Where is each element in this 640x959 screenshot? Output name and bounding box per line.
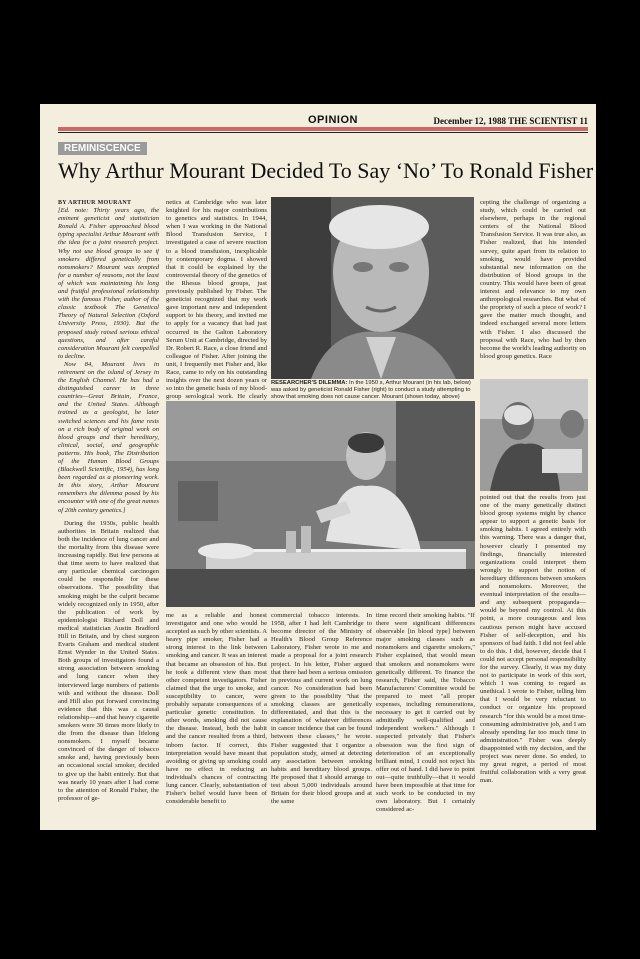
body-text: cepting the challenge of organizing a study, which could be carried out elsewhere, perhaps in the regional centers of the National Blood Transfusion Service. It was true also, as Fisher realized, that his intended survey, quite apart from its relation to smoking, would have provided substantial new information on the distribution of blood groups in the country. This would have been of great interest and relevance to my own anthropological researches. But what of the propriety of such a piece of work? I gave the matter much thought, and indeed exchanged several more letters with Fisher. I also discussed the proposal with Race, who had by then become the world's leading authority on blood group genetics. Race (480, 199, 586, 360)
editors-note: [Ed. note: Thirty years ago, the eminent geneticist and statistician Ronald A. Fisher approached blood typing specialist Arthur Mourant with the idea for a joint research project. Why not use blood groups to see if smokers differed genetically from nonsmokers? Mourant was tempted for a number of reasons, not the least of which was maintaining his long and fruitful professional relationship with the famous Fisher, author of the classic textbook The Genetical Theory of Natural Selection (Oxford University Press, 1930). But the proposed study raised serious ethical questions, and after careful consideration Mourant felt compelled to decline. (58, 207, 159, 360)
body-text: pointed out that the results from just one of the many genetically distinct blood group systems might by chance appear to support a genetic basis for smoking habits. I agreed entirely with this warning. There was a danger that, however clearly I presented my findings, financially interested organizations could interpret them wrongly to support the notion of hereditary differences between smokers and nonsmokers. Moreover, the eventual interpretation of the results—and any subsequent propaganda—would be beyond my control. At this point, a more courageous and less cautious person might have accused Fisher of self-deception, and his sponsors of bad faith. I did not feel able to do this. I did, however, decide that I could not accept personal responsibility for the survey. Clearly, it was my duty not to participate in work of this sort, which I was coming to regard as unethical. I wrote to Fisher, telling him that I would be very reluctant to conduct or organize his proposed research "for this would be a most time-consuming administrative job, and I am already spending far too much time in administration." Fisher was deeply disappointed with my decision, and the project was never done. So ended, to my great regret, a period of most fruitful collaboration with a very great man. (480, 494, 586, 785)
body-text: During the 1930s, public health authorities in Britain realized that both the incidence of lung cancer and the mortality from this disease were increasing rapidly. But few persons at that time seem to have realized that any particular chemical carcinogen could be responsible for these observations. The possibility that smoking might be the culprit became widely recognized only in 1950, after the publication of work by epidemiologist Richard Doll and medical statistician Austin Bradford Hill in Britain, and by chest surgeon Evarts Graham and medical student Ernst Wynder in the United States. Both groups of investigators found a strong association between smoking and lung cancer when they interviewed large numbers of patients with and without the disease. Doll and Hill also put forward convincing evidence that this was a causal relationship—and that heavy cigarette smokers were 30 times more likely to die from the disease than lifelong nonsmokers. I myself became convinced of the danger of tobacco smoke and, having previously been an occasional social smoker, decided to give up the habit entirely. But that was nearly 10 years after I had come to the attention of Ronald Fisher, the professor of ge- (58, 519, 159, 802)
body-text: time record their smoking habits. "If there were significant differences observable [in blood type] between major smoking classes such as nonsmokers and cigarette smokers," Fisher explained, that would mean that smokers and nonsmokers were genetically different. To finance the research, Fisher said, the Tobacco Manufacturers' Committee would be prepared to meet "all proper expenses, including remunerations, necessary to get it carried out by admittedly well-qualified and independent workers." Although I suspected privately that Fisher's obsession was the first sign of deterioration of an exceptionally brilliant mind, I could not reject his offer out of hand. I did have to point out—quite truthfully—that it would have been impossible at that time for such work to be conducted in my own laboratory. But I certainly considered ac- (376, 612, 475, 814)
header-rule (58, 127, 588, 131)
lab-photo (166, 401, 475, 607)
column-4-bottom (376, 612, 475, 824)
caption-text: In the 1950 s, Arthur Mourant (in his lab, below) was asked by geneticist Ronald Fisher (right) to conduct a study attempting to show that smoking does not cause cancer. Mourant (shown today, above) (271, 380, 471, 400)
section-label: OPINION (308, 114, 358, 126)
editors-note-2: Now 84, Mourant lives in retirement on the island of Jersey in the English Channel. He has had a distinguished career in three countries—Great Britain, France, and the United States. Although trained as a geologist, he later switched sciences and his fame rests on a rich body of original work on blood groups and their hereditary, clinical, social, and geographic patterns. His book, The Distribution of the Human Blood Groups (Blackwell Scientific, 1954), has long been regarded as a pioneering work. In this story, Arthur Mourant remembers the dilemma posed by his encounter with one of the great names of 20th century genetics.] (58, 360, 159, 514)
body-text: netics at Cambridge who was later knighted for his major contributions to genetics and statistics. In 1944, when I was working in the National Blood Transfusion Service, I investigated a case of severe reaction to a blood transfusion, inexplicable by contemporary dogma. I showed that it could be explained by the controversial theory of the genetics of the Rhesus blood groups, just previously published by Fisher. The geneticist recognized that my work gave important new and independent support to his theory, and invited me to apply for a vacancy that had just occurred in the Galton Laboratory Serum Unit at Cambridge, directed by Dr. Robert R. Race, a close friend and colleague of Fisher. After joining the unit, I frequently met Fisher and, like Race, came to rely on his outstanding insights over the next dozen years or so into the genetic basis of my blood-group serological work. He clearly (166, 199, 267, 401)
column-1 (58, 199, 159, 824)
kicker-badge: REMINISCENCE (58, 142, 147, 155)
byline: BY ARTHUR MOURANT (58, 200, 132, 206)
fisher-photo (480, 379, 588, 491)
newspaper-page (40, 104, 596, 830)
body-text: commercial tobacco interests. In 1958, after I had left Cambridge to become director of the Ministry of Health's Blood Group Reference Laboratory, Fisher wrote to me and made a proposal for a joint research project. In his letter, Fisher argued that there had been a serious omission in previous and current work on lung cancer. No consideration had been given to the possibility "that the smoking classes are genetically differentiated, and that this is the explanation of whatever differences in cancer incidence that can be found between these classes," he wrote. Fisher suggested that I organize a population study, aimed at detecting any association between smoking habits and hereditary blood groups. He proposed that I should arrange to test about 5,000 individuals around Britain for their blood groups and at the same (271, 612, 372, 806)
portrait-photo (271, 197, 474, 379)
column-5-top (480, 199, 586, 374)
body-text: me as a reliable and honest investigator and one who would be accepted as such by other scientists. A heavy pipe smoker, Fisher had a strong interest in the link between smoking and cancer. It was an interest that became an obsession of his. But he took a different view than most other competent investigators. Fisher claimed that the urge to smoke, and susceptibility to cancer, were probably separate consequences of a particular genetic constitution. In other words, smoking did not cause the disease. Instead, both the habit and the cancer resulted from a third, inborn factor. If correct, this interpretation would have meant that avoiding or giving up smoking could have no effect in reducing an individual's chances of contracting lung cancer. Clearly, substantiation of Fisher's belief would have been of considerable benefit to (166, 612, 267, 806)
column-3-bottom (271, 612, 372, 824)
caption-label: RESEARCHER'S DILEMMA: (271, 380, 348, 386)
column-2-bottom (166, 612, 267, 824)
column-5-bottom (480, 494, 586, 824)
dateline: December 12, 1988 THE SCIENTIST 11 (433, 116, 588, 126)
header-thin-rule (58, 132, 588, 133)
headline: Why Arthur Mourant Decided To Say ‘No’ To Ronald Fisher (58, 158, 594, 183)
